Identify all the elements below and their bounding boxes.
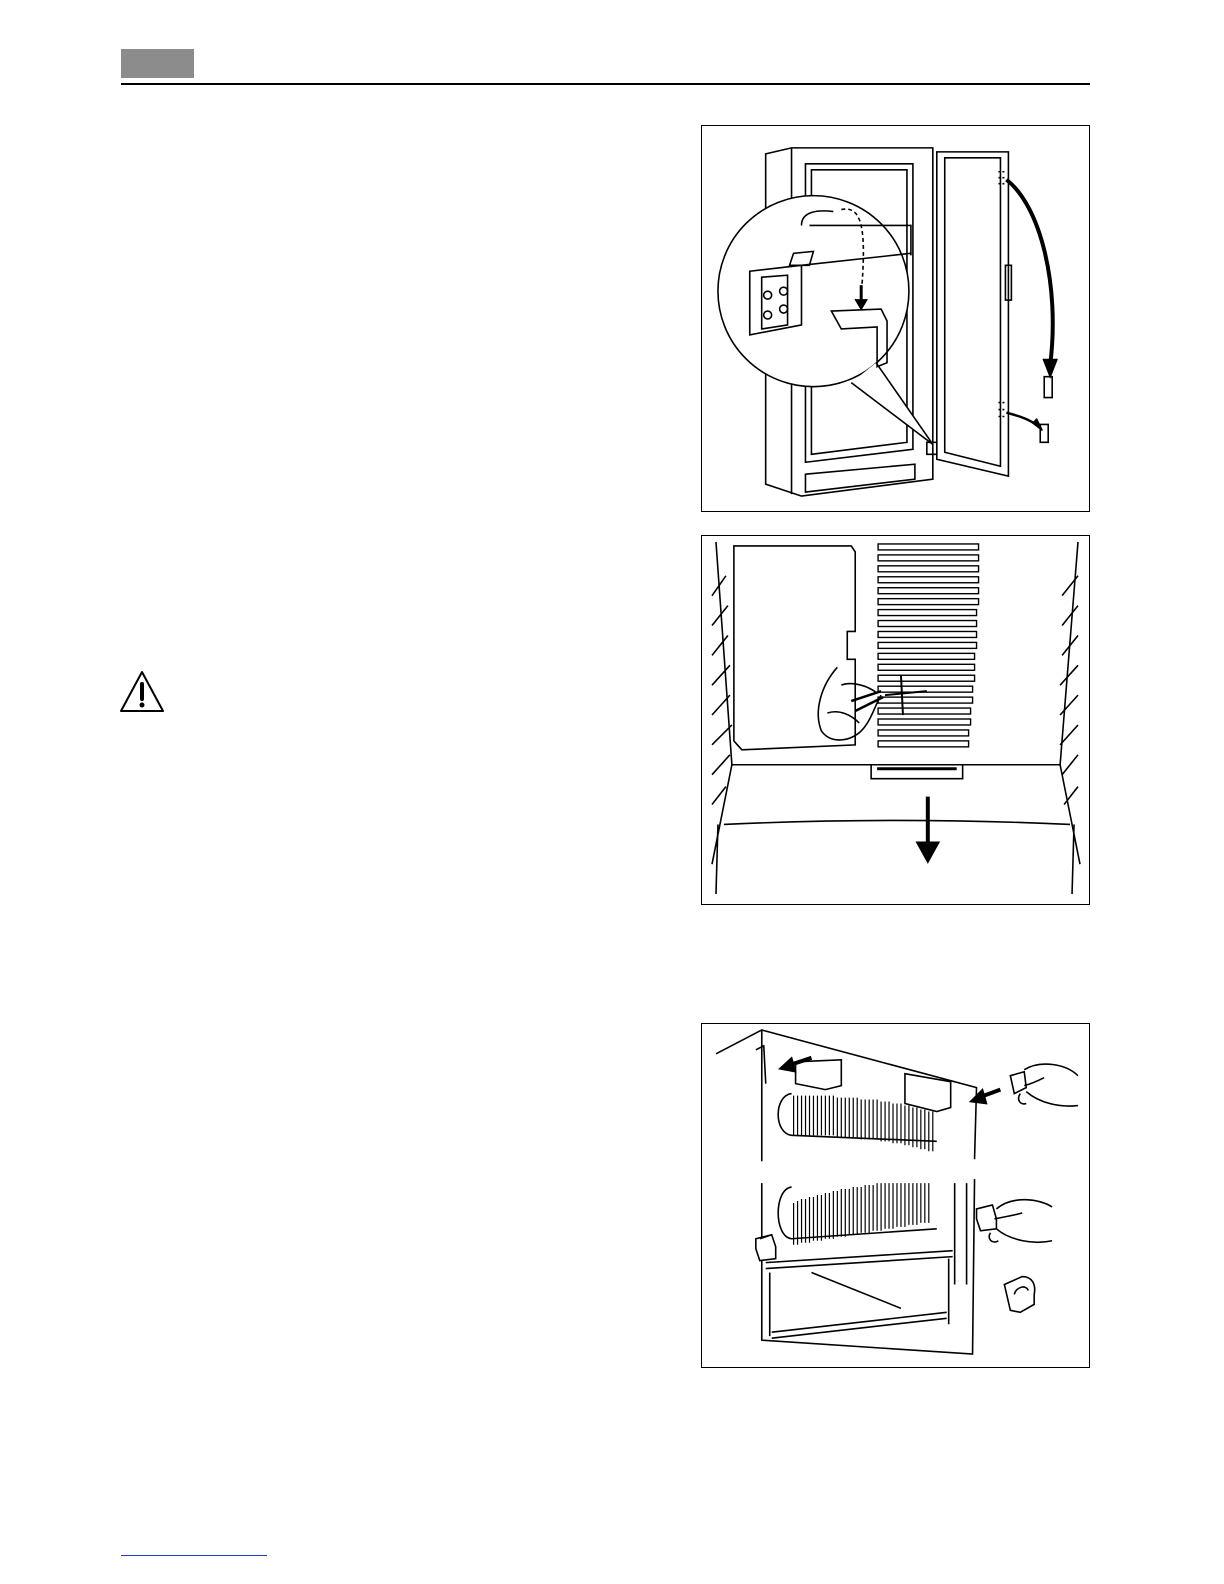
warning-triangle-icon	[118, 669, 166, 715]
cable-tie-figure	[701, 535, 1090, 905]
evaporator-clips-figure	[701, 1023, 1090, 1368]
header-rule	[121, 83, 1090, 85]
door-hinge-figure	[701, 125, 1090, 512]
footer-link-underline[interactable]	[121, 1555, 267, 1556]
page-header-tab	[121, 49, 194, 78]
